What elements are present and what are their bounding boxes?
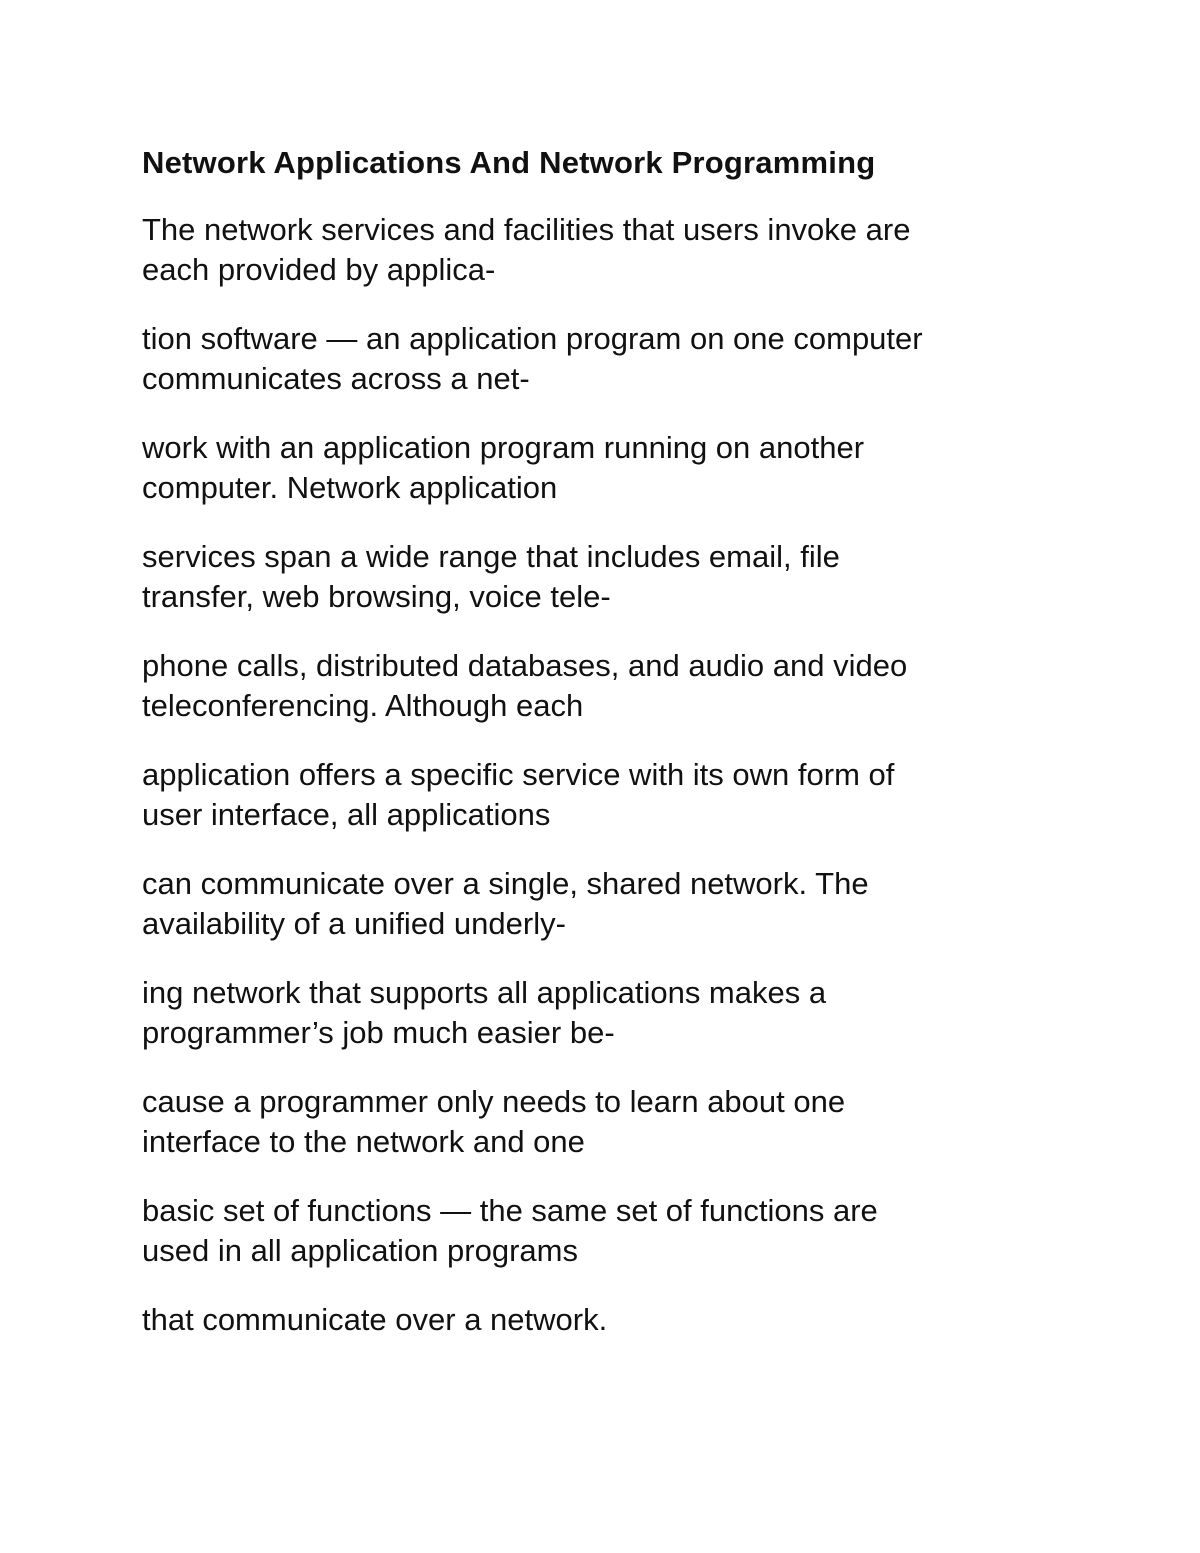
text-line: that communicate over a network.	[142, 1302, 608, 1337]
text-line: programmer’s job much easier be-	[142, 1015, 615, 1050]
text-line: services span a wide range that includes email, file	[142, 539, 840, 574]
text-line: teleconferencing. Although each	[142, 688, 584, 723]
text-line: ing network that supports all applications makes a	[142, 975, 827, 1010]
paragraph	[142, 646, 1072, 726]
paragraph	[142, 755, 1072, 835]
document-body	[142, 141, 1072, 1369]
paragraph	[142, 864, 1072, 944]
paragraph	[142, 1082, 1072, 1162]
paragraph	[142, 1191, 1072, 1271]
paragraph	[142, 973, 1072, 1053]
text-line: basic set of functions — the same set of functions are	[142, 1193, 878, 1228]
text-line: work with an application program running on another	[142, 430, 865, 465]
text-line: each provided by applica-	[142, 252, 496, 287]
paragraph	[142, 428, 1072, 508]
text-line: phone calls, distributed databases, and audio and video	[142, 648, 908, 683]
paragraph	[142, 537, 1072, 617]
text-line: communicates across a net-	[142, 361, 530, 396]
text-line: user interface, all applications	[142, 797, 551, 832]
text-line: interface to the network and one	[142, 1124, 585, 1159]
text-line: The network services and facilities that users invoke are	[142, 212, 911, 247]
text-line: computer. Network application	[142, 470, 558, 505]
text-line: cause a programmer only needs to learn about one	[142, 1084, 846, 1119]
text-line: application offers a specific service with its own form of	[142, 757, 895, 792]
text-line: used in all application programs	[142, 1233, 578, 1268]
text-line: tion software — an application program on one computer	[142, 321, 923, 356]
paragraph	[142, 1300, 1072, 1340]
paragraph	[142, 210, 1072, 290]
document-title: Network Applications And Network Programming	[142, 145, 876, 180]
text-line: can communicate over a single, shared network. The	[142, 866, 869, 901]
paragraph	[142, 319, 1072, 399]
text-line: transfer, web browsing, voice tele-	[142, 579, 611, 614]
text-line: availability of a unified underly-	[142, 906, 566, 941]
